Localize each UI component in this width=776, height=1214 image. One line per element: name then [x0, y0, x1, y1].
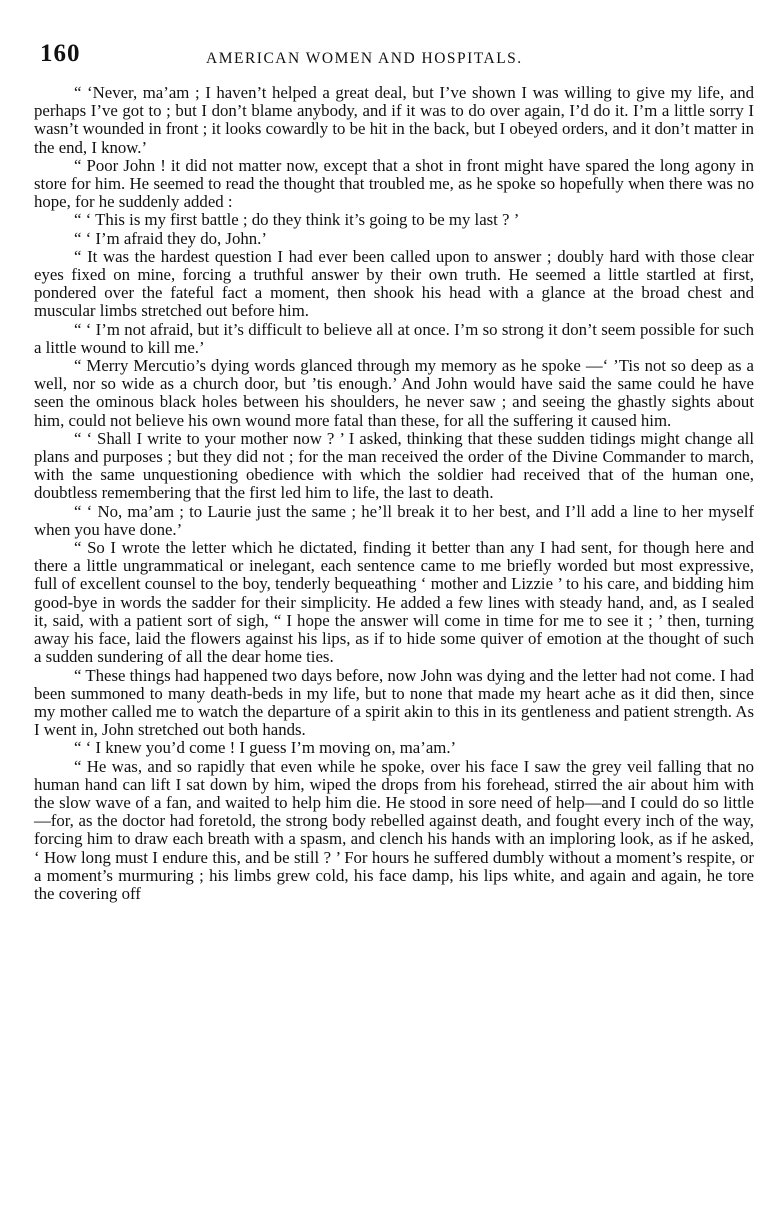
- running-title: AMERICAN WOMEN AND HOSPITALS.: [206, 50, 523, 67]
- paragraph: “ So I wrote the letter which he dictated, finding it better than any I had sent, for though here and there a little ungrammatical or inelegant, each sentence came to me briefly worded but most expressive, full of excellent counsel to the boy, tenderly bequeathing ‘ mother and Lizzie ’ to his care, and bidding him good-bye in words the sadder for their simplicity. He added a few lines with steady hand, and, as I sealed it, said, with a patient sort of sigh, “ I hope the answer will come in time for me to see it ; ’ then, turning away his face, laid the flowers against his lips, as if to hide some quiver of emotion at the thought of such a sudden sundering of all the dear home ties.: [34, 538, 754, 667]
- running-head: [34, 40, 754, 76]
- paragraph: “ ‘ I’m not afraid, but it’s difficult to believe all at once. I’m so strong it don’t seem possible for such a little wound to kill me.’: [34, 319, 754, 357]
- paragraph: “ These things had happened two days before, now John was dying and the letter had not come. I had been summoned to many death-beds in my life, but to none that made my heart ache as it did then, since my mother called me to watch the departure of a spirit akin to this in its gentleness and patient strength. As I went in, John stretched out both hands.: [34, 665, 754, 740]
- paragraph: “ ‘Never, ma’am ; I haven’t helped a great deal, but I’ve shown I was willing to give my life, and perhaps I’ve got to ; but I don’t blame anybody, and if it was to do over again, I’d do it. I’m a little sorry I wasn’t wounded in front ; it looks cowardly to be hit in the back, but I obeyed orders, and it don’t matter in the end, I know.’: [34, 83, 754, 157]
- paragraph: “ ‘ Shall I write to your mother now ? ’ I asked, thinking that these sudden tidings might change all plans and purposes ; but they did not ; for the man received the order of the Divine Commander to march, with the same unquestioning obedience with which the soldier had received that of the human one, doubtless remembering that the first led him to life, the last to death.: [34, 428, 754, 503]
- paragraph: “ He was, and so rapidly that even while he spoke, over his face I saw the grey veil falling that no human hand can lift I sat down by him, wiped the drops from his forehead, stirred the air about him with the slow wave of a fan, and waited to help him die. He stood in sore need of help—and I could do so little—for, as the doctor had foretold, the strong body rebelled against death, and fought every inch of the way, forcing him to draw each breath with a spasm, and clench his hands with an imploring look, as if he asked, ‘ How long must I endure this, and be still ? ’ For hours he suffered dumbly without a moment’s respite, or a moment’s murmuring ; his limbs grew cold, his face damp, his lips white, and again and again, he tore the covering off: [34, 756, 754, 903]
- paragraph: “ Merry Mercutio’s dying words glanced through my memory as he spoke —‘ ’Tis not so deep as a well, nor so wide as a church door, but ’tis enough.’ And John would have said the same could he have seen the ominous black holes between his shoulders, he never saw ; and seeing the ghastly sights about him, could not believe his own wound more fatal than these, for all the suffering it caused him.: [34, 356, 754, 430]
- book-page: [34, 40, 754, 903]
- page-number: 160: [40, 40, 81, 67]
- paragraph: “ It was the hardest question I had ever been called upon to answer ; doubly hard with those clear eyes fixed on mine, forcing a truthful answer by their own truth. He seemed a little startled at first, pondered over the fateful fact a moment, then shook his head with a glance at the broad chest and muscular limbs stretched out before him.: [34, 246, 754, 321]
- body-text: [34, 84, 754, 903]
- paragraph: “ ‘ This is my first battle ; do they think it’s going to be my last ? ’: [74, 210, 520, 230]
- paragraph: “ ‘ I knew you’d come ! I guess I’m moving on, ma’am.’: [74, 738, 457, 758]
- paragraph: “ ‘ No, ma’am ; to Laurie just the same ; he’ll break it to her best, and I’ll add a line to her myself when you have done.’: [34, 501, 754, 539]
- paragraph: “ Poor John ! it did not matter now, except that a shot in front might have spared the long agony in store for him. He seemed to read the thought that troubled me, as he spoke so hopefully when there was no hope, for he suddenly added :: [34, 155, 754, 212]
- paragraph: “ ‘ I’m afraid they do, John.’: [74, 228, 267, 248]
